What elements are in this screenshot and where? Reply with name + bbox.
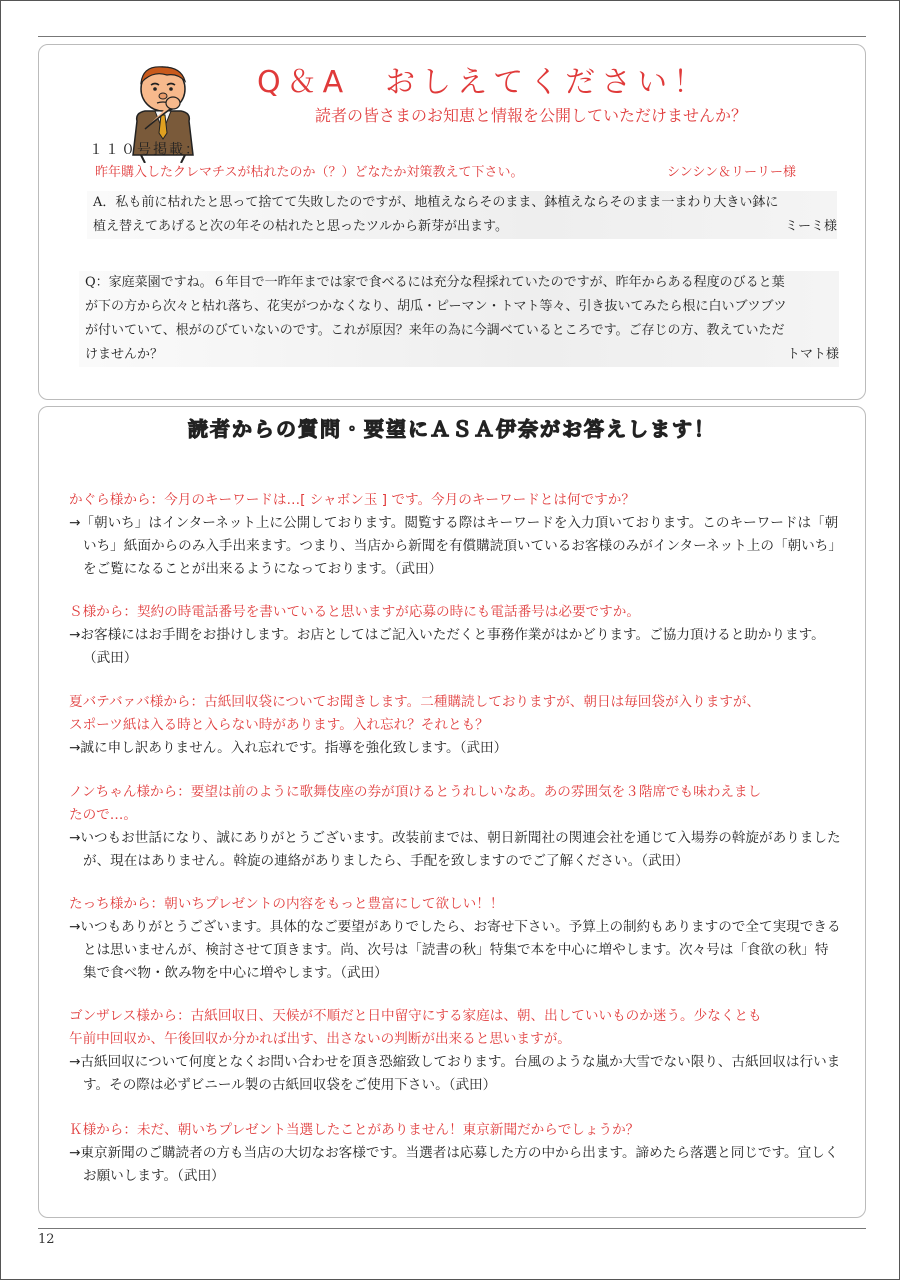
shop-answer: →古紙回収について何度となくお問い合わせを頂き恐縮致しております。台風のような嵐か大雪でない限り、古紙回収は行います。その際は必ずビニール製の古紙回収袋をご使用下さい。（武田） [69, 1054, 841, 1093]
asa-section-title: 読者からの質問・要望にＡＳＡ伊奈がお答えします！ [188, 417, 716, 441]
top-rule [38, 36, 866, 37]
shop-answer: →「朝いち」はインターネット上に公開しております。閲覧する際はキーワードを入力頂いております。このキーワードは「朝いち」紙面からのみ入手出来ます。つまり、当店から新聞を有償購読頂いているお客様のみがインターネット上の「朝いち」をご覧になることが出来るようになっております。（武田） [69, 515, 839, 577]
shop-answer: →誠に申し訳ありません。入れ忘れです。指導を強化致します。（武田） [69, 740, 508, 756]
reader-question: スポーツ紙は入る時と入らない時があります。入れ忘れ？それとも？ [69, 717, 489, 733]
reader-question-block [79, 271, 839, 367]
question-author: シンシン＆リーリー様 [667, 165, 797, 180]
reader-question: ノンちゃん様から：要望は前のように歌舞伎座の券が頂けるとうれしいなあ。あの雰囲気を３階席でも味わえまし [69, 784, 762, 800]
page-number: 12 [38, 1232, 55, 1247]
answer-author: ミーミ様 [784, 219, 837, 234]
asa-answers-box [38, 406, 866, 1218]
answer-block [87, 191, 837, 239]
qa-item [69, 1119, 841, 1188]
question-text: 昨年購入したクレマチスが枯れたのか（？）どなたか対策教えて下さい。 [95, 165, 524, 180]
shop-answer: →いつもありがとうございます。具体的なご要望がありでしたら、お寄せ下さい。予算上の制約もありますので全て実現できるとは思いませんが、検討させて頂きます。尚、次号は「読書の秋」特集で本を中心に増やします。次々号は「食欲の秋」特集で食べ物・飲み物を中心に増やします。（武田） [69, 919, 841, 981]
qa-item [69, 691, 841, 760]
qa-item [69, 1005, 841, 1097]
question-line-with-author [79, 343, 839, 367]
answer-line: A．私も前に枯れたと思って捨てて失敗したのですが、地植えならそのまま、鉢植えならそのまま一まわり大きい鉢に [87, 191, 837, 215]
reader-question: ゴンザレス様から：古紙回収日、天候が不順だと日中留守にする家庭は、朝、出していいものか迷う。少なくとも [69, 1008, 762, 1024]
shop-answer: →お客様にはお手間をお掛けします。お店としてはご記入いただくと事務作業がはかどります。ご協力頂けると助かります。（武田） [69, 627, 825, 666]
shop-answer: →いつもお世話になり、誠にありがとうございます。改装前までは、朝日新聞社の関連会社を通じて入場券の斡旋がありましたが、現在はありません。斡旋の連絡がありましたら、手配を致しますのでご了解ください。（武田） [69, 830, 841, 869]
reader-question: かぐら様から：今月のキーワードは…[ シャボン玉 ] です。今月のキーワードとは何ですか？ [69, 492, 635, 508]
question-line: けませんか？ [85, 347, 164, 362]
qa-item [69, 601, 841, 670]
qa-item [69, 489, 841, 581]
reader-question: Ｓ様から：契約の時電話番号を書いていると思いますが応募の時にも電話番号は必要ですか。 [69, 604, 640, 620]
reader-question: 午前中回収か、午後回収か分かれば出す、出さないの判断が出来ると思いますが。 [69, 1031, 571, 1047]
question-line: Q：家庭菜園ですね。６年目で一昨年までは家で食べるには充分な程採れていたのですが、昨年からある程度のびると葉 [79, 271, 839, 295]
issue-label: １１０号掲載： [89, 142, 201, 158]
reader-question: 夏バテバァバ様から：古紙回収袋についてお聞きします。二種購読しておりますが、朝日は毎回袋が入りますが、 [69, 694, 761, 710]
question-line: が下の方から次々と枯れ落ち、花実がつかなくなり、胡瓜・ピーマン・トマト等々、引き抜いてみたら根に白いブツブツ [79, 295, 839, 319]
reader-question: Ｋ様から：未だ、朝いちプレゼント当選したことがありません！東京新聞だからでしょうか？ [69, 1122, 640, 1138]
qa-box [38, 44, 866, 400]
reader-question: たっち様から：朝いちプレゼントの内容をもっと豊富にして欲しい！！ [69, 896, 504, 912]
question-author: トマト様 [786, 347, 839, 362]
answer-line: 植え替えてあげると次の年その枯れたと思ったツルから新芽が出ます。 [93, 219, 508, 234]
qa-item [69, 781, 841, 873]
bottom-rule [38, 1228, 866, 1229]
qa-subtitle: 読者の皆さまのお知恵と情報を公開していただけませんか？ [315, 106, 748, 125]
qa-item [69, 893, 841, 985]
shop-answer: →東京新聞のご購読者の方も当店の大切なお客様です。当選者は応募した方の中から出ます。諦めたら落選と同じです。宜しくお願いします。（武田） [69, 1145, 839, 1184]
answer-line-with-author [87, 215, 837, 239]
question-line: が付いていて、根がのびていないのです。これが原因？来年の為に今調べているところです。ご存じの方、教えていただ [79, 319, 839, 343]
reader-question: たので…。 [69, 807, 137, 823]
qa-title: Q＆A おしえてください！ [257, 65, 710, 100]
